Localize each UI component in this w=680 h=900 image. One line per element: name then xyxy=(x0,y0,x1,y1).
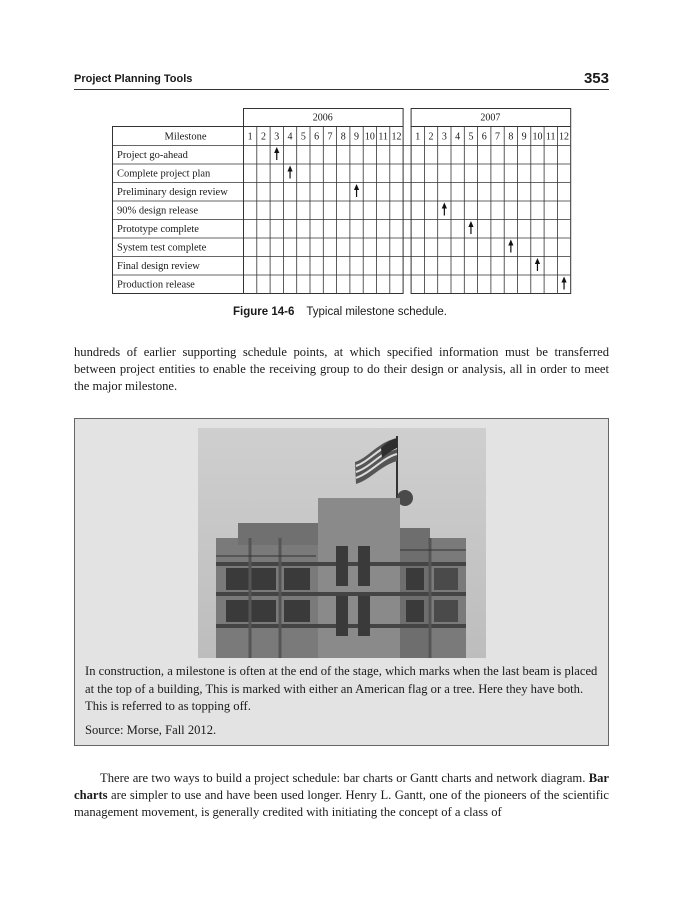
year-label-2007: 2007 xyxy=(480,112,501,124)
month-label: 7 xyxy=(495,131,501,143)
year-label-2006: 2006 xyxy=(312,112,333,124)
month-label: 1 xyxy=(247,131,253,143)
milestone-row-label: Final design review xyxy=(117,261,200,272)
month-label: 6 xyxy=(481,131,487,143)
milestone-row-label: System test complete xyxy=(117,242,207,254)
month-label: 12 xyxy=(391,131,402,143)
month-label: 4 xyxy=(455,131,461,143)
milestone-row-label: Project go-ahead xyxy=(117,150,188,161)
milestone-row-label: 90% design release xyxy=(117,205,199,217)
milestone-row-label: Prototype complete xyxy=(117,224,199,235)
month-label: 6 xyxy=(314,131,320,143)
milestone-row-label: Complete project plan xyxy=(117,168,211,180)
milestone-arrow-head xyxy=(508,240,513,246)
month-label: 9 xyxy=(521,131,527,143)
bar-charts-term: Bar charts xyxy=(74,771,609,802)
page-header xyxy=(74,71,609,90)
figure-label: Figure 14-6 xyxy=(233,306,295,318)
milestone-arrow-head xyxy=(442,203,447,209)
milestone-arrow-head xyxy=(274,147,279,153)
milestone-row-label: Preliminary design review xyxy=(117,187,228,198)
milestone-row-label: Production release xyxy=(117,279,195,291)
milestone-arrow-head xyxy=(287,166,292,172)
sidebar-text-block xyxy=(85,663,598,739)
page-number: 353 xyxy=(583,70,609,87)
paragraph-text-2: are simpler to use and have been used longer. Henry L. Gantt, one of the pioneers of the scientific management movement, is generally credited with initiating the concept of a class of xyxy=(74,788,609,819)
month-label: 2 xyxy=(260,131,266,143)
month-label: 7 xyxy=(327,131,333,143)
milestone-arrow-head xyxy=(561,277,566,283)
month-label: 3 xyxy=(441,131,447,143)
milestone-schedule-chart xyxy=(112,108,572,294)
month-label: 4 xyxy=(287,131,293,143)
month-label: 1 xyxy=(415,131,421,143)
month-label: 5 xyxy=(468,131,474,143)
body-paragraph-2 xyxy=(74,770,609,821)
month-label: 9 xyxy=(354,131,360,143)
month-label: 8 xyxy=(340,131,346,143)
month-label: 10 xyxy=(532,131,543,143)
milestone-column-header: Milestone xyxy=(164,131,207,143)
month-label: 10 xyxy=(364,131,375,143)
month-label: 2 xyxy=(428,131,434,143)
sidebar-source: Source: Morse, Fall 2012. xyxy=(85,722,217,737)
building-topping-off-photo xyxy=(198,428,486,658)
milestone-arrow-head xyxy=(468,221,473,227)
figure-caption-text: Typical milestone schedule. xyxy=(306,306,447,318)
month-label: 8 xyxy=(508,131,514,143)
body-paragraph-1: hundreds of earlier supporting schedule points, at which specified information must be transferred between project entities to enable the receiving group to do their design or analysis, all in order to meet the major milestone. xyxy=(74,345,609,393)
figure-caption xyxy=(0,306,680,318)
month-label: 3 xyxy=(274,131,280,143)
sidebar-box xyxy=(74,418,609,746)
month-label: 11 xyxy=(378,131,388,143)
running-head: Project Planning Tools xyxy=(74,73,193,85)
paragraph-text-1: There are two ways to build a project schedule: bar charts or Gantt charts and network diagram. xyxy=(100,771,589,785)
month-label: 12 xyxy=(559,131,570,143)
month-label: 5 xyxy=(300,131,306,143)
sidebar-caption: In construction, a milestone is often at the end of the stage, which marks when the last beam is placed at the top of a building, This is marked with either an American flag or a tree. Here they have both. This is referred to as topping off. xyxy=(85,664,598,713)
month-label: 11 xyxy=(545,131,556,143)
milestone-arrow-head xyxy=(535,258,540,264)
milestone-arrow-head xyxy=(354,184,359,190)
